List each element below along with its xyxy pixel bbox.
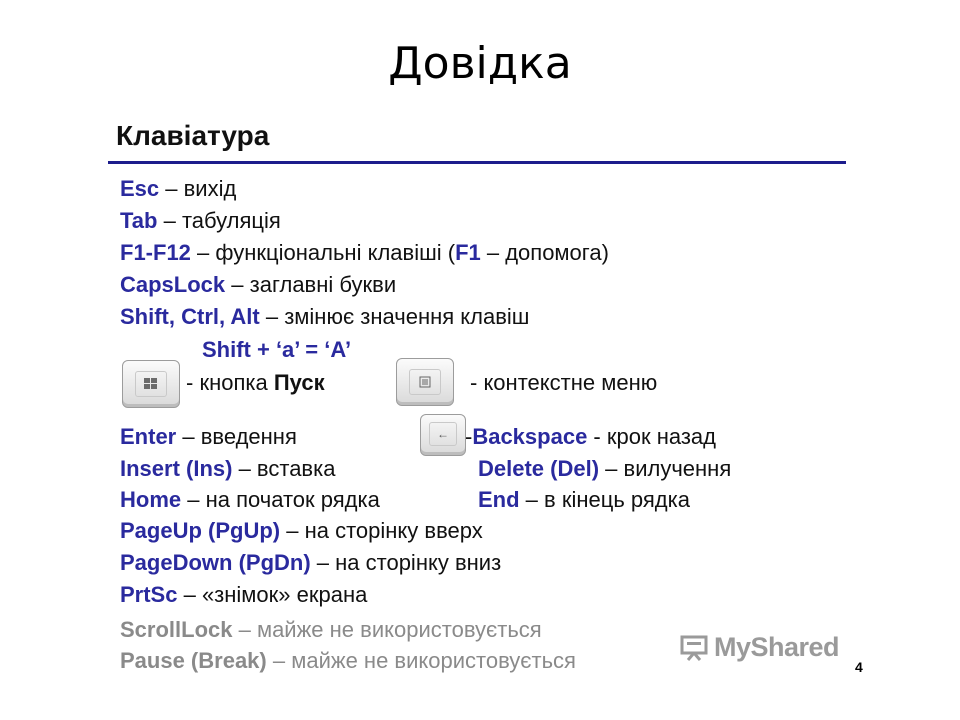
key-name: F1-F12	[120, 240, 191, 265]
line-end	[478, 487, 690, 513]
line-pause	[120, 648, 576, 674]
key-desc: – функціональні клавіші (	[190, 240, 456, 265]
key-desc: – майже не використовується	[232, 617, 542, 642]
line-context-menu: - контекстне меню	[470, 370, 658, 395]
line-enter	[120, 424, 297, 450]
presentation-board-icon	[680, 635, 708, 661]
line-insert	[120, 456, 335, 482]
key-name: Esc	[120, 176, 160, 201]
key-desc: – на сторінку вниз	[310, 550, 502, 575]
key-name: Tab	[120, 208, 158, 233]
key-desc: – табуляція	[157, 208, 281, 233]
key-desc: – вставка	[232, 456, 336, 481]
arrow-left-icon: ←	[429, 422, 457, 446]
key-name: Home	[120, 487, 182, 512]
key-desc: – допомога)	[480, 240, 609, 265]
key-desc: – майже не використовується	[266, 648, 576, 673]
line-tab	[120, 208, 281, 234]
line-capslock	[120, 272, 396, 298]
key-name: Backspace	[472, 424, 588, 449]
key-name: PageUp (PgUp)	[120, 518, 281, 543]
key-name: PrtSc	[120, 582, 178, 607]
line-pagedown	[120, 550, 501, 576]
line-home	[120, 487, 380, 513]
key-name: Shift, Ctrl, Alt	[120, 304, 260, 329]
key-name: End	[478, 487, 520, 512]
key-name: Insert (Ins)	[120, 456, 233, 481]
key-name: CapsLock	[120, 272, 226, 297]
menu-icon	[409, 369, 441, 395]
line-pageup	[120, 518, 483, 544]
key-name: Pause (Break)	[120, 648, 267, 673]
heading-divider	[108, 161, 846, 164]
key-desc: -	[465, 424, 473, 449]
line-scrolllock	[120, 617, 542, 643]
line-delete	[478, 456, 731, 482]
line-esc	[120, 176, 236, 202]
key-desc: – введення	[176, 424, 297, 449]
key-name: Delete (Del)	[478, 456, 600, 481]
logo-text: MyShared	[714, 632, 840, 662]
key-name-f1: F1	[455, 240, 481, 265]
key-desc: - кнопка	[186, 370, 274, 395]
line-f1	[120, 240, 609, 266]
context-menu-icon	[419, 376, 431, 388]
key-desc: – вихід	[159, 176, 237, 201]
menu-key-image	[396, 358, 454, 406]
line-shift-example	[202, 337, 351, 363]
key-desc: – заглавні букви	[225, 272, 397, 297]
key-name: ScrollLock	[120, 617, 233, 642]
slide-title: Довідка	[388, 38, 572, 89]
key-desc: – вилучення	[599, 456, 732, 481]
windows-logo-icon	[144, 378, 158, 390]
page-number: 4	[855, 659, 863, 675]
key-desc: – «знімок» екрана	[177, 582, 368, 607]
myshared-logo	[680, 632, 839, 663]
start-label: Пуск	[273, 370, 325, 395]
line-prtsc	[120, 582, 367, 608]
line-start	[186, 370, 325, 396]
key-desc: – змінює значення клавіш	[259, 304, 530, 329]
key-name: PageDown (PgDn)	[120, 550, 311, 575]
key-desc: – в кінець рядка	[519, 487, 690, 512]
section-heading: Клавіатура	[116, 120, 270, 151]
line-shift	[120, 304, 529, 330]
shift-example: Shift + ‘a’ = ‘A’	[202, 337, 352, 362]
backspace-key-image	[420, 414, 466, 456]
key-desc: - крок назад	[587, 424, 716, 449]
line-backspace	[465, 424, 716, 450]
start-key-image	[122, 360, 180, 408]
key-name: Enter	[120, 424, 177, 449]
key-desc: – на початок рядка	[181, 487, 380, 512]
windows-icon	[135, 371, 167, 397]
key-desc: – на сторінку вверх	[280, 518, 483, 543]
